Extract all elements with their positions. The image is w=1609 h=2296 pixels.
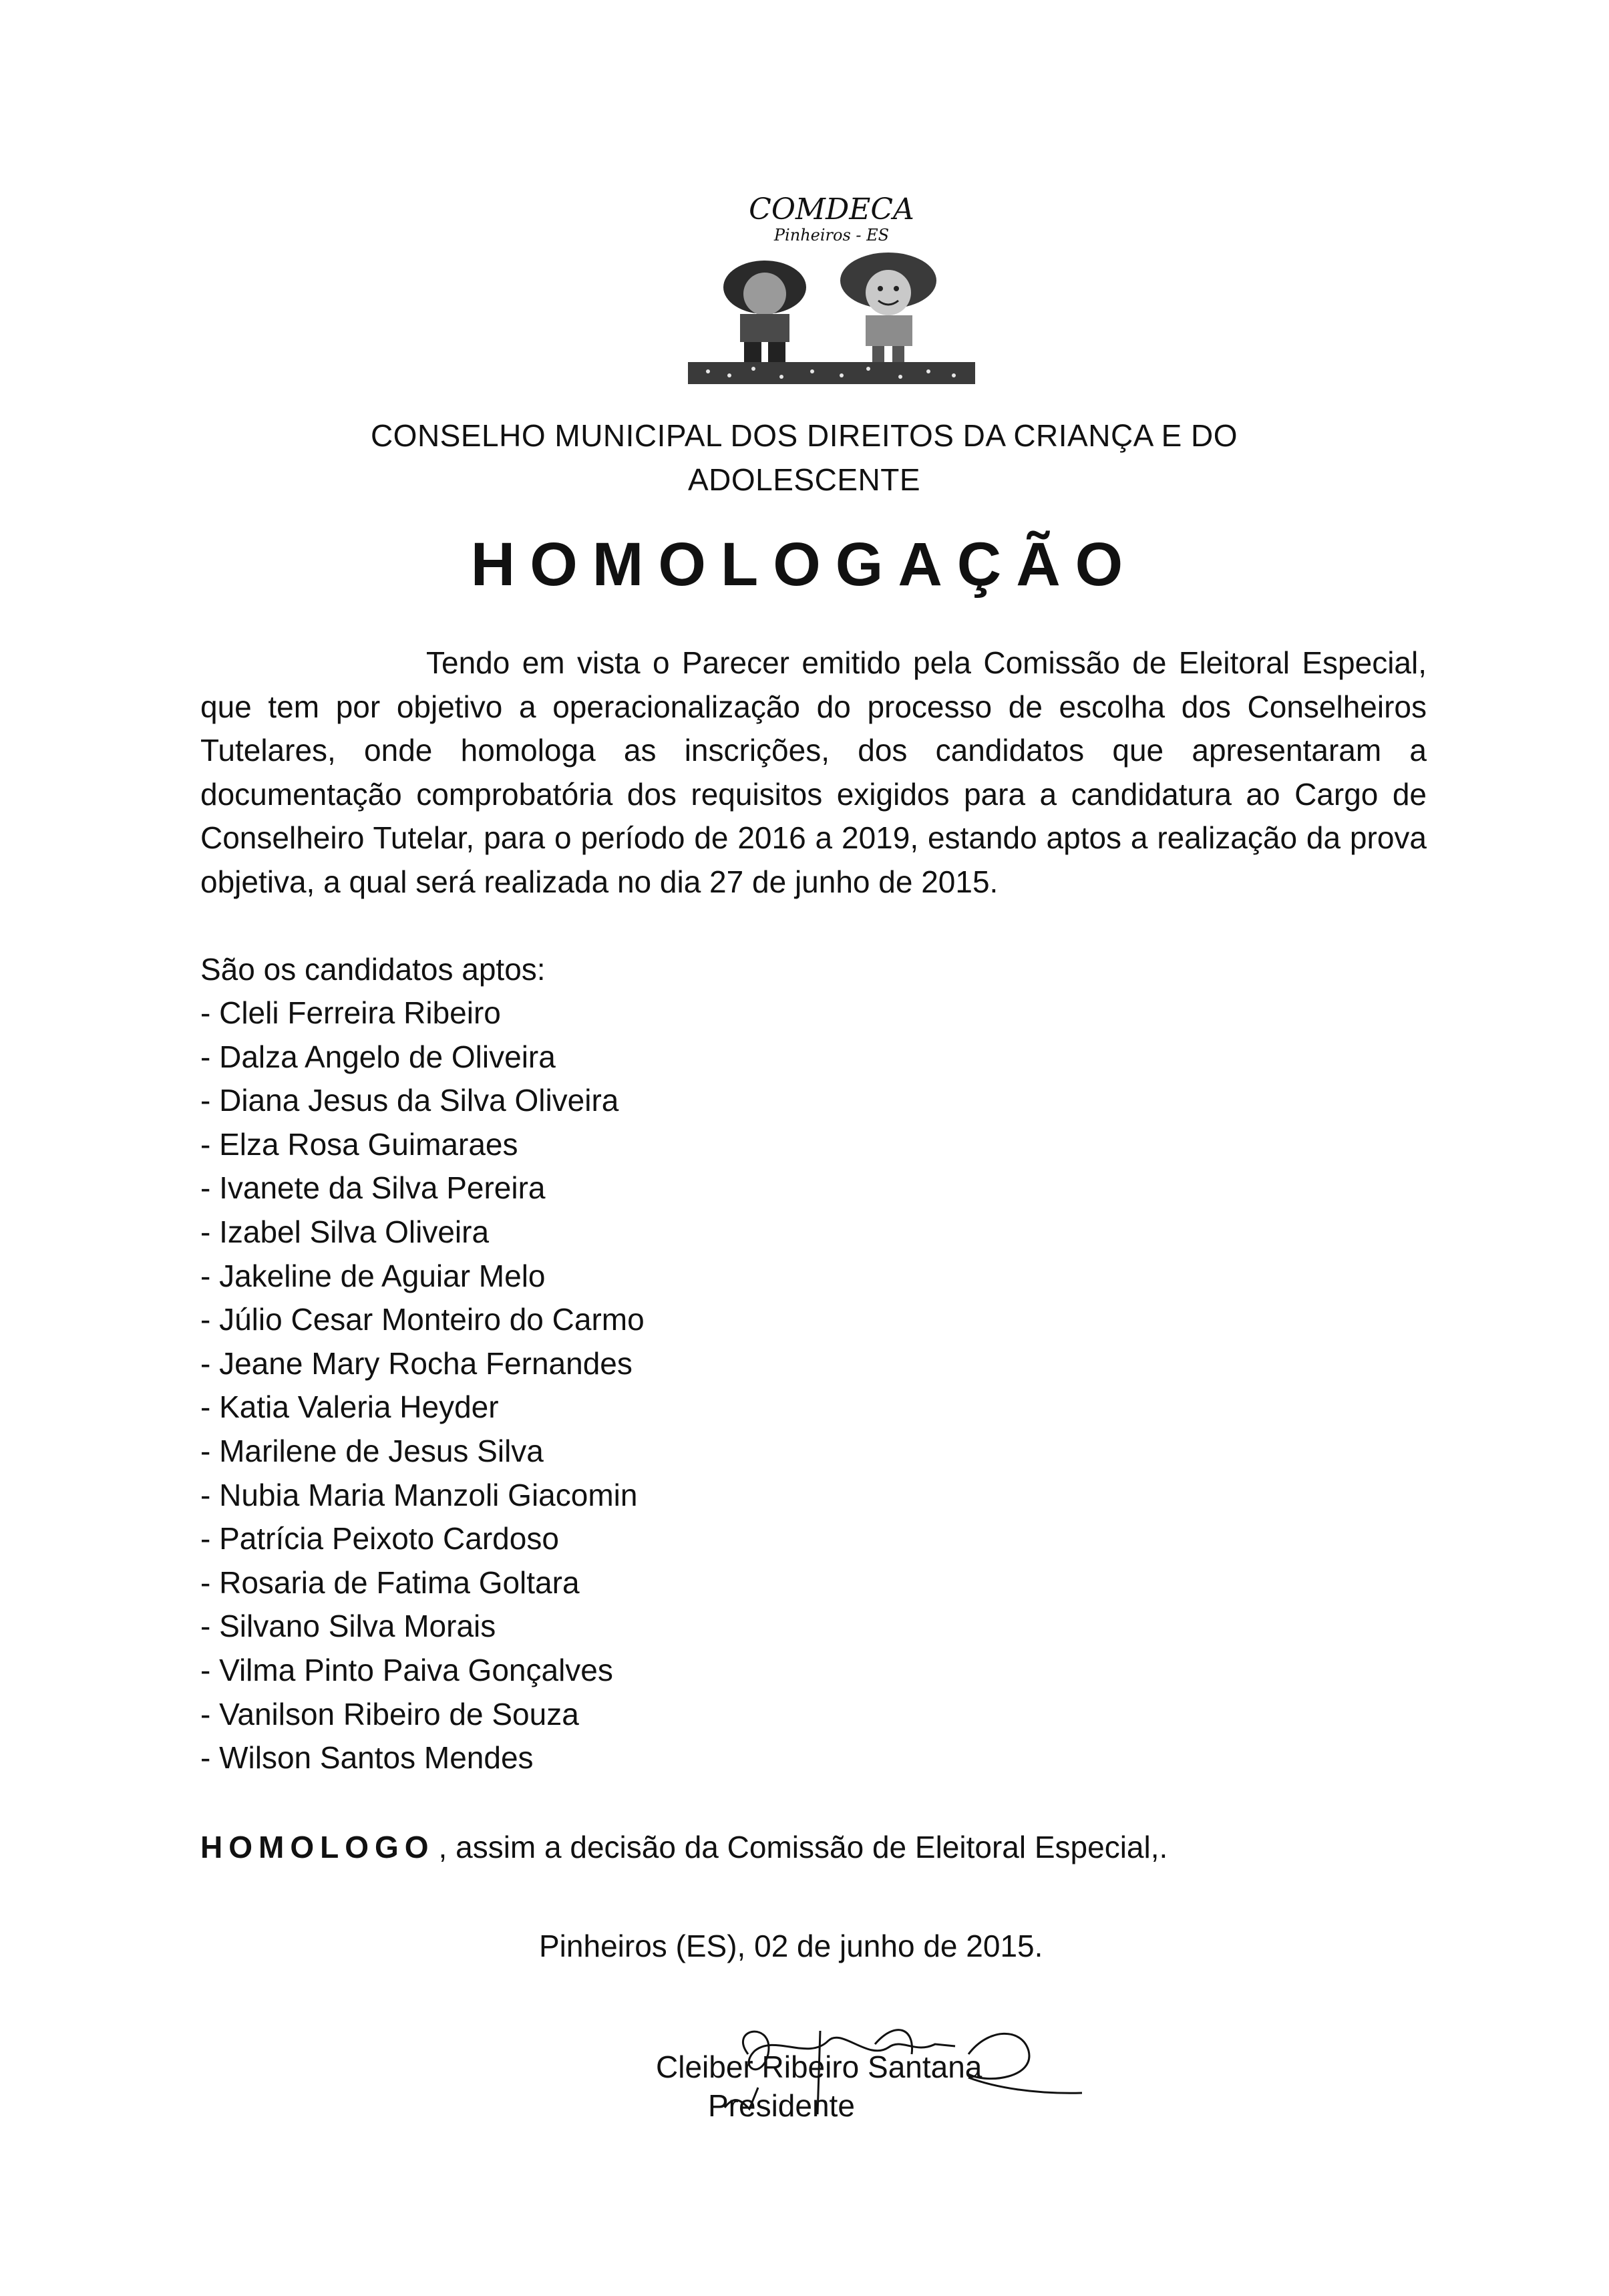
candidate-item: - Jakeline de Aguiar Melo <box>200 1258 546 1293</box>
candidate-item: - Vilma Pinto Paiva Gonçalves <box>200 1652 613 1687</box>
comdeca-logo <box>688 187 975 384</box>
candidate-item: - Silvano Silva Morais <box>200 1609 496 1644</box>
candidates-intro: São os candidatos aptos: <box>200 952 546 987</box>
body-paragraph-text: Tendo em vista o Parecer emitido pela Comissão de Eleitoral Especial, que tem por objetivo a operacionalização do processo de escolha dos Conselheiros Tutelares, onde homologa as inscrições, dos candidatos que apresentaram a documentação comprobatória dos requisitos exigidos para a candidatura ao Cargo de Conselheiro Tutelar, para o período de 2016 a 2019, estando aptos a realização da prova objetiva, a qual será realizada no dia 27 de junho de 2015. <box>200 645 1427 899</box>
candidate-item: - Diana Jesus da Silva Oliveira <box>200 1083 619 1118</box>
logo-ground <box>688 362 975 384</box>
decision-statement <box>200 1825 1168 1869</box>
signer-name: Cleiber Ribeiro Santana <box>656 2049 982 2084</box>
candidate-item: - Wilson Santos Mendes <box>200 1740 534 1776</box>
boy-figure-icon <box>723 261 806 363</box>
candidate-item: - Izabel Silva Oliveira <box>200 1214 490 1249</box>
candidate-item: - Patrícia Peixoto Cardoso <box>200 1521 559 1556</box>
document-title: HOMOLOGAÇÃO <box>470 530 1138 599</box>
candidate-item: - Dalza Angelo de Oliveira <box>200 1039 556 1074</box>
candidate-item: - Vanilson Ribeiro de Souza <box>200 1696 579 1732</box>
logo-subtitle-text: Pinheiros - ES <box>773 226 890 244</box>
signer-role: Presidente <box>708 2088 855 2123</box>
candidate-item: - Ivanete da Silva Pereira <box>200 1170 546 1206</box>
decision-keyword: HOMOLOGO <box>200 1830 435 1864</box>
candidate-item: - Katia Valeria Heyder <box>200 1389 499 1425</box>
candidate-item: - Júlio Cesar Monteiro do Carmo <box>200 1302 645 1337</box>
candidate-item: - Nubia Maria Manzoli Giacomin <box>200 1477 638 1512</box>
decision-text: , assim a decisão da Comissão de Eleitoral Especial,. <box>438 1830 1168 1864</box>
logo-illustration <box>688 187 975 384</box>
girl-figure-icon <box>840 253 936 365</box>
candidate-item: - Cleli Ferreira Ribeiro <box>200 995 501 1030</box>
council-name-line2: ADOLESCENTE <box>687 462 921 497</box>
place-and-date: Pinheiros (ES), 02 de junho de 2015. <box>539 1929 1043 1963</box>
logo-title-text: COMDECA <box>749 192 914 226</box>
candidate-item: - Elza Rosa Guimaraes <box>200 1126 518 1162</box>
candidate-list <box>200 991 645 1780</box>
candidate-item: - Marilene de Jesus Silva <box>200 1433 544 1468</box>
candidate-item: - Rosaria de Fatima Goltara <box>200 1565 580 1600</box>
body-paragraph <box>200 641 1427 904</box>
council-name-line1: CONSELHO MUNICIPAL DOS DIREITOS DA CRIANÇA E DO <box>370 418 1238 453</box>
candidate-item: - Jeane Mary Rocha Fernandes <box>200 1345 633 1381</box>
